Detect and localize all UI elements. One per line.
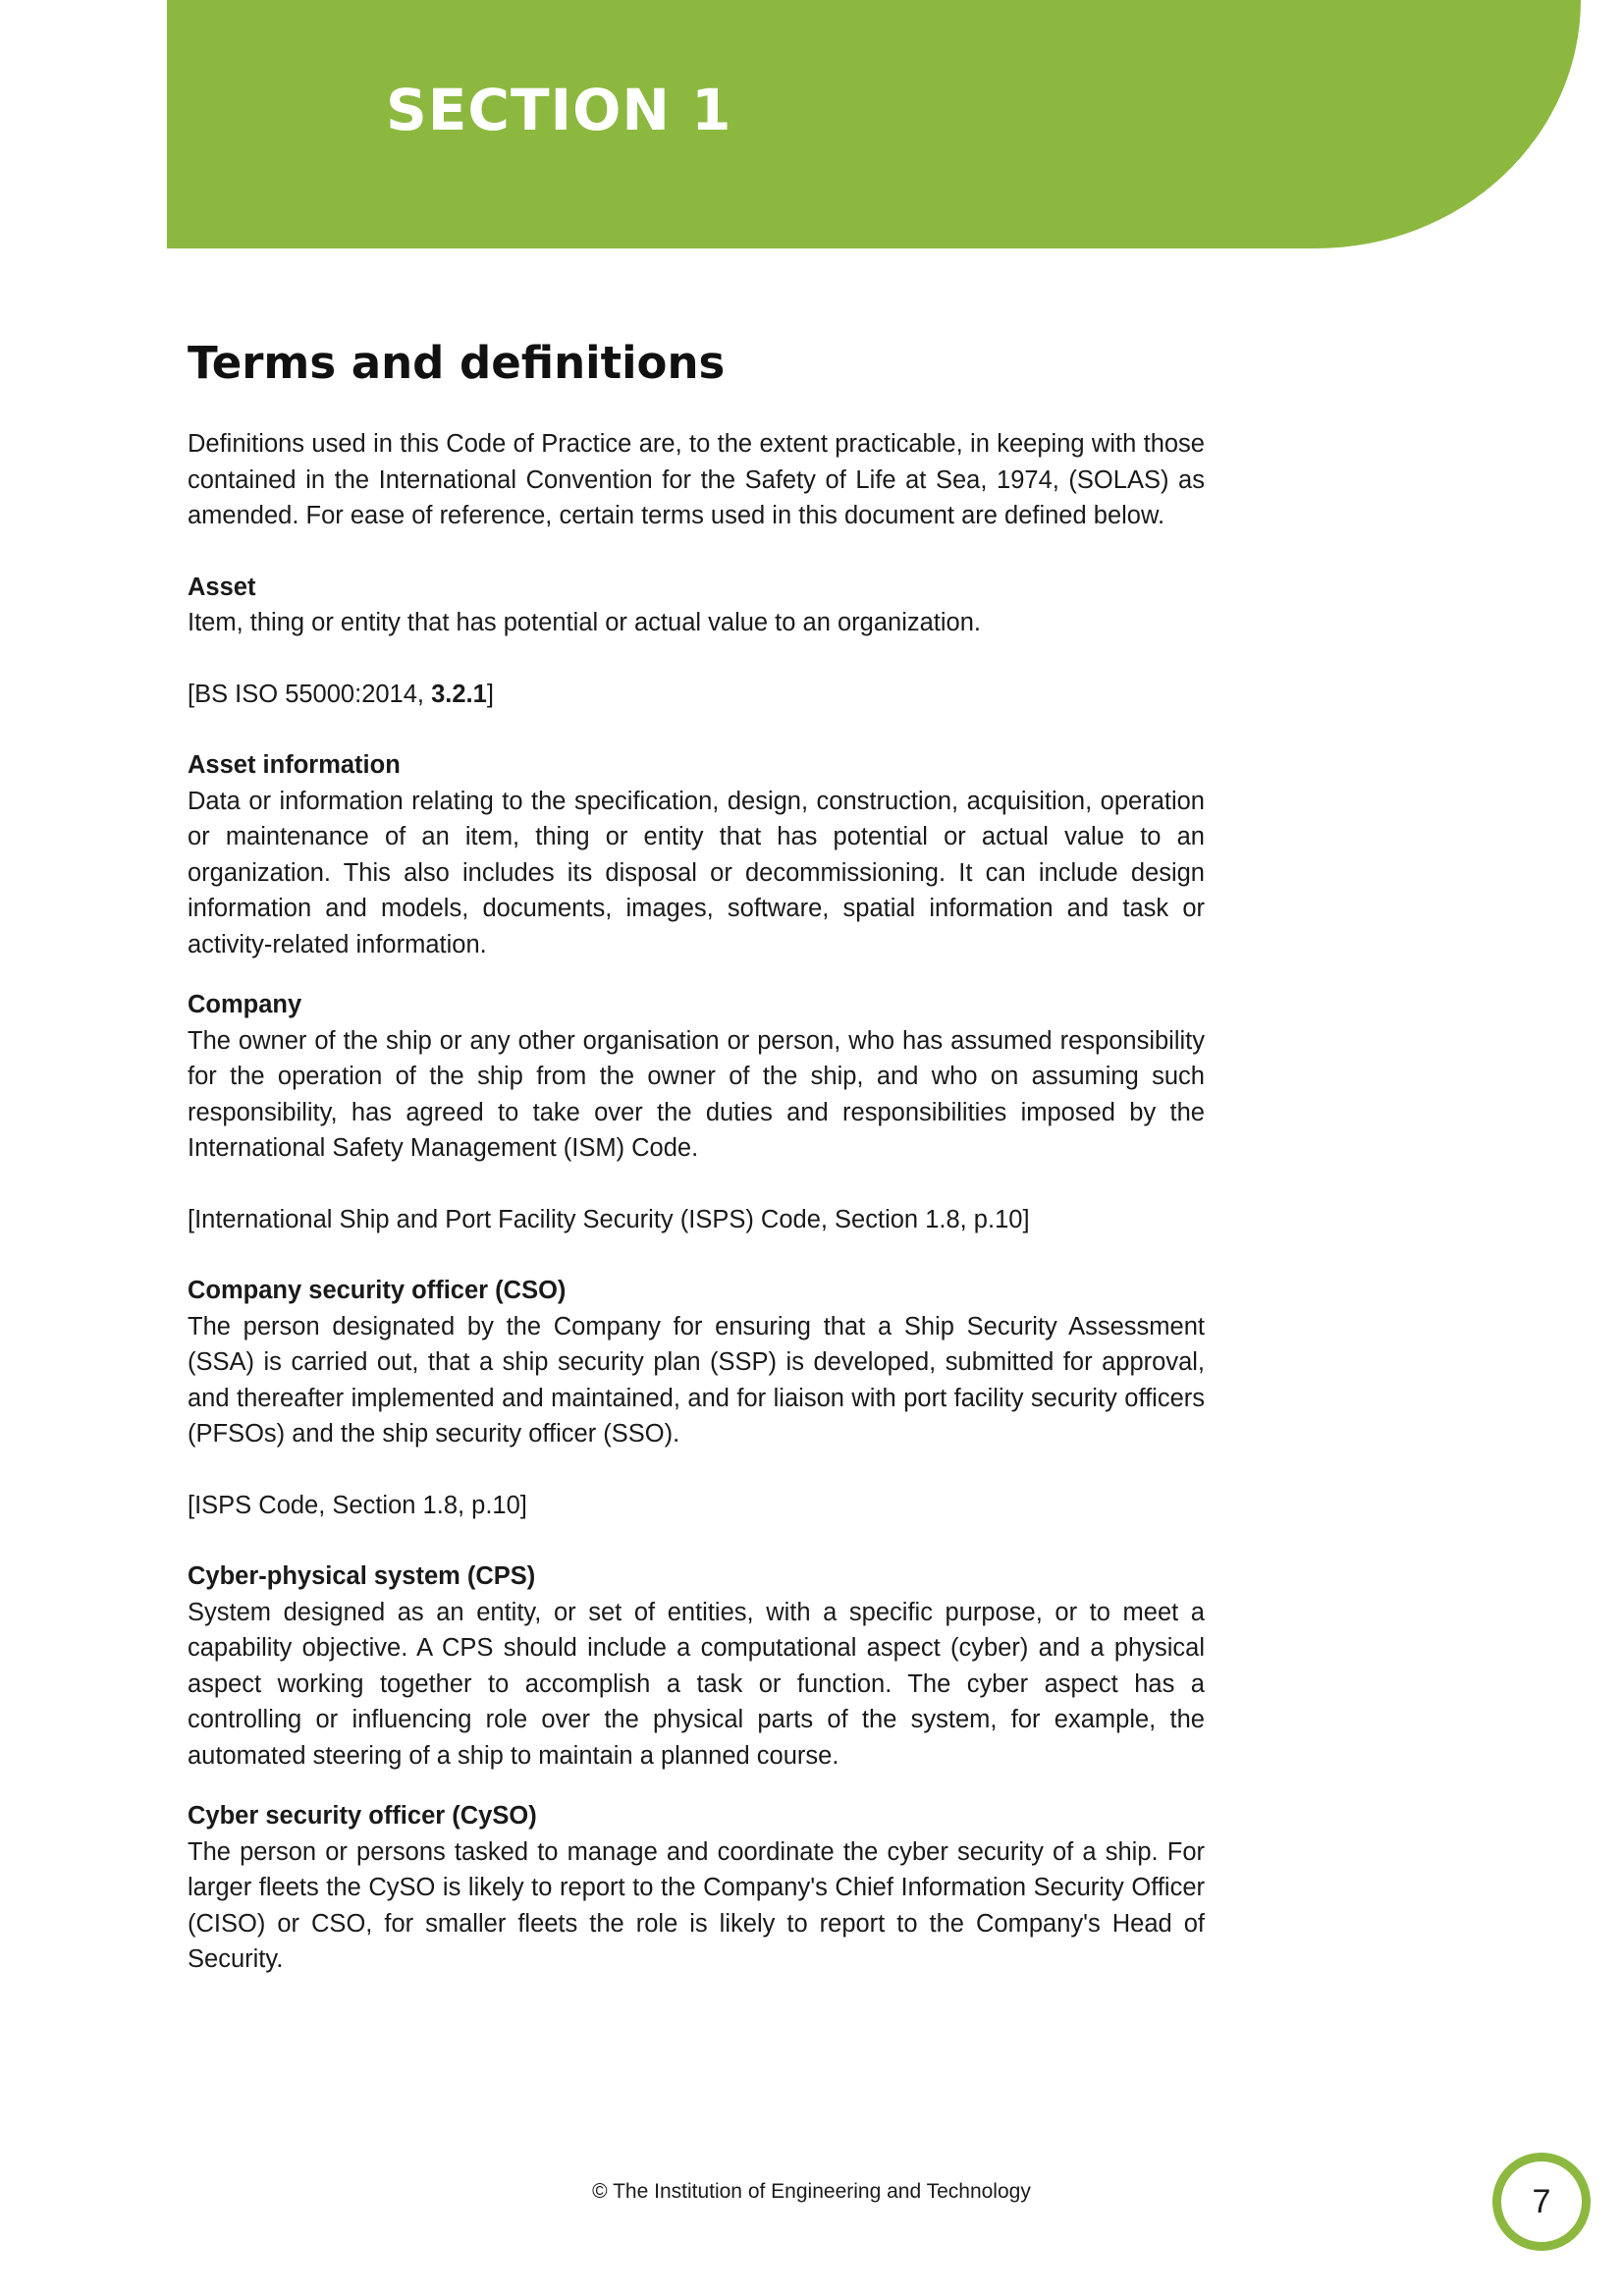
intro-paragraph: Definitions used in this Code of Practice are, to the extent practicable, in keeping with those contained in the International Convention for the Safety of Life at Sea, 1974, (SOLAS) as amended. For ease of reference, certain terms used in this document are defined below. <box>188 430 1205 529</box>
citation-asset <box>188 677 1205 713</box>
definitions-content <box>188 426 1205 1978</box>
citation-asset-prefix: [BS ISO 55000:2014, <box>188 680 432 708</box>
page-number: 7 <box>1532 2182 1551 2220</box>
citation-asset-suffix: ] <box>486 680 494 708</box>
definition-cyber-security-officer: The person or persons tasked to manage and coordinate the cyber security of a ship. For larger fleets the CySO is likely to report to the Company's Chief Information Security Officer (CISO) or CSO, for smaller fleets the role is likely to report to the Company's Head of Security. <box>188 1837 1205 1973</box>
definition-cyber-physical-system: System designed as an entity, or set of entities, with a specific purpose, or to meet a capability objective. A CPS should include a computational aspect (cyber) and a physical aspect working together to accomplish a task or function. The cyber aspect has a controlling or influencing role over the physical parts of the system, for example, the automated steering of a ship to maintain a planned course. <box>188 1598 1205 1770</box>
citation-company-security-officer: [ISPS Code, Section 1.8, p.10] <box>188 1491 527 1519</box>
definition-asset: Item, thing or entity that has potential or actual value to an organization. <box>188 609 981 636</box>
definition-company: The owner of the ship or any other organisation or person, who has assumed responsibility for the operation of the ship from the owner of the ship, and who on assuming such responsibility, has agreed to take over the duties and responsibilities imposed by the International Safety Management (ISM) Code. <box>188 1026 1205 1162</box>
term-cyber-security-officer: Cyber security officer (CySO) <box>188 1802 537 1830</box>
footer-copyright: © The Institution of Engineering and Technology <box>592 2180 1031 2203</box>
section-label: SECTION 1 <box>386 77 732 143</box>
page-number-badge <box>1492 2153 1591 2251</box>
term-company-security-officer: Company security officer (CSO) <box>188 1277 567 1304</box>
citation-company: [International Ship and Port Facility Security (ISPS) Code, Section 1.8, p.10] <box>188 1205 1030 1233</box>
definition-asset-information: Data or information relating to the specification, design, construction, acquisition, operation or maintenance of an item, thing or entity that has potential or actual value to an organization. This also includes its disposal or decommissioning. It can include design information and models, documents, images, software, spatial information and task or activity-related information. <box>188 787 1205 958</box>
term-asset-information: Asset information <box>188 751 401 779</box>
term-cyber-physical-system: Cyber-physical system (CPS) <box>188 1562 536 1590</box>
term-company: Company <box>188 991 302 1018</box>
page-title: Terms and definitions <box>188 337 726 389</box>
term-asset: Asset <box>188 573 256 601</box>
section-banner <box>167 0 1581 248</box>
citation-asset-clause: 3.2.1 <box>431 680 487 708</box>
definition-company-security-officer: The person designated by the Company for ensuring that a Ship Security Assessment (SSA) is carried out, that a ship security plan (SSP) is developed, submitted for approval, and thereafter implemented and maintained, and for liaison with port facility security officers (PFSOs) and the ship security officer (SSO). <box>188 1312 1205 1448</box>
